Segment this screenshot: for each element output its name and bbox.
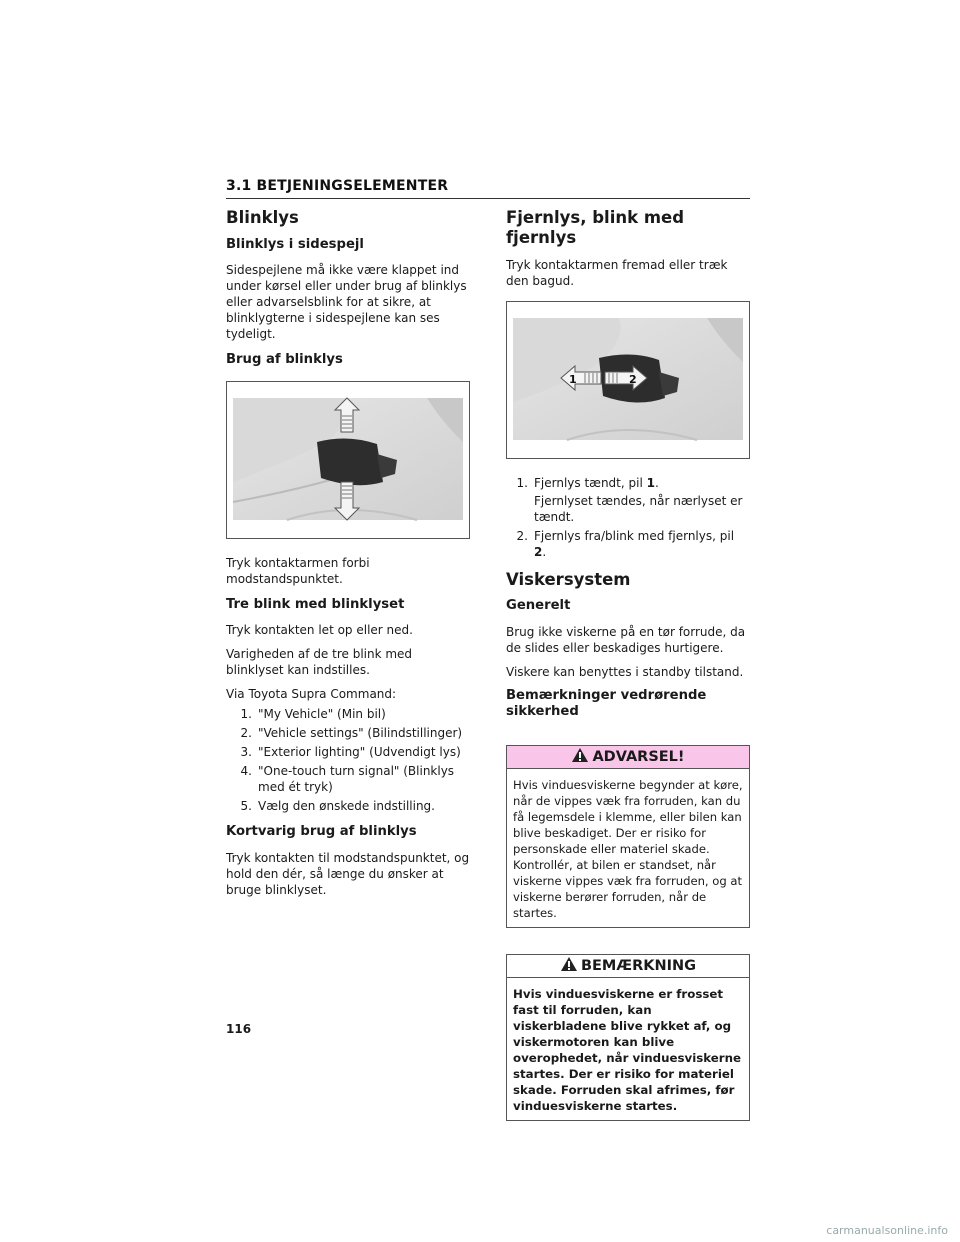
heading-tre-blink: Tre blink med blinklyset bbox=[226, 596, 405, 612]
high-beam-illustration bbox=[507, 302, 749, 458]
notice-text: Hvis vinduesviskerne er frosset fast til forruden, kan viskerbladene blive rykket af, og viskermotoren kan blive overophedet, når vinduesviskerne startes. Der er risiko for materiel skade. Forruden skal afrimes, før vinduesviskerne startes. bbox=[513, 986, 742, 1113]
warning-title: ADVARSEL! bbox=[592, 748, 685, 765]
list-item: 3. "Exterior lighting" (Udvendigt lys) bbox=[240, 745, 461, 760]
paragraph-forbi: Tryk kontaktarmen forbi modstandspunktet. bbox=[226, 555, 370, 586]
page-number: 116 bbox=[226, 1022, 252, 1036]
figure-high-beam-lever bbox=[506, 301, 750, 459]
label-2: 2 bbox=[629, 372, 637, 386]
paragraph-brug-ikke: Brug ikke viskerne på en tør forrude, da de slides eller beskadiges hurtigere. bbox=[506, 624, 746, 655]
list-item: 4. "One-touch turn signal" (Blinklys med ét tryk) bbox=[240, 764, 455, 795]
list-item: 2. Fjernlys fra/blink med fjernlys, pil 2. bbox=[516, 528, 735, 559]
warning-box bbox=[506, 745, 750, 928]
paragraph-varighed: Varigheden af de tre blink med blinklyset kan indstilles. bbox=[226, 647, 413, 678]
heading-blinklys: Blinklys bbox=[226, 208, 299, 227]
high-beam-steps bbox=[506, 475, 750, 560]
supra-command-steps bbox=[226, 706, 470, 814]
list-item: 5. Vælg den ønskede indstilling. bbox=[240, 799, 435, 814]
heading-sidespejl: Blinklys i sidespejl bbox=[226, 236, 364, 252]
heading-bemaerkninger: Bemærkninger vedrørende sikkerhed bbox=[506, 687, 707, 720]
warning-text: Hvis vinduesviskerne begynder at køre, når de vippes væk fra forruden, kan du få legemsdele i klemme, eller bilen kan blive beskadiget. Der er risiko for personskade eller materiel skade. Kontrollér, at bilen er standset, når viskerne vippes væk fra forruden, og at viskerne berører forruden, når de startes. bbox=[513, 777, 743, 920]
paragraph-sidespejl: Sidespejlene må ikke være klappet ind under kørsel eller under brug af blinklys eller advarselsblink for at sikre, at blinklygterne i sidespejlene kan ses tydeligt. bbox=[226, 263, 467, 342]
paragraph-via: Via Toyota Supra Command: bbox=[226, 687, 397, 702]
label-1: 1 bbox=[569, 372, 577, 386]
left-column bbox=[226, 208, 470, 906]
paragraph-fremad: Tryk kontaktarmen fremad eller træk den bagud. bbox=[506, 257, 728, 288]
watermark: carmanualsonline.info bbox=[826, 1224, 948, 1237]
figure-turn-signal-lever bbox=[226, 381, 470, 539]
heading-kortvarig: Kortvarig brug af blinklys bbox=[226, 824, 417, 840]
heading-generelt: Generelt bbox=[506, 598, 571, 614]
heading-fjernlys: Fjernlys, blink med fjernlys bbox=[506, 208, 685, 247]
heading-viskersystem: Viskersystem bbox=[506, 569, 631, 589]
paragraph-kortvarig: Tryk kontakten til modstandspunktet, og hold den dér, så længe du ønsker at bruge blinklyset. bbox=[226, 850, 470, 897]
paragraph-standby: Viskere kan benyttes i standby tilstand. bbox=[506, 664, 744, 679]
notice-box bbox=[506, 954, 750, 1121]
right-column bbox=[506, 208, 750, 1121]
list-item: 2. "Vehicle settings" (Bilindstillinger) bbox=[240, 726, 463, 741]
list-item: 1. "My Vehicle" (Min bil) bbox=[240, 707, 386, 722]
section-header: 3.1 BETJENINGSELEMENTER bbox=[226, 178, 750, 199]
list-item: 1. Fjernlys tændt, pil 1. Fjernlyset tændes, når nærlyset er tændt. bbox=[516, 475, 743, 524]
notice-title: BEMÆRKNING bbox=[580, 957, 697, 974]
warning-icon bbox=[571, 747, 589, 767]
heading-brug-af-blinklys: Brug af blinklys bbox=[226, 352, 343, 368]
notice-icon bbox=[560, 956, 578, 976]
paragraph-tryk: Tryk kontakten let op eller ned. bbox=[226, 623, 413, 638]
turn-signal-illustration bbox=[227, 382, 469, 538]
